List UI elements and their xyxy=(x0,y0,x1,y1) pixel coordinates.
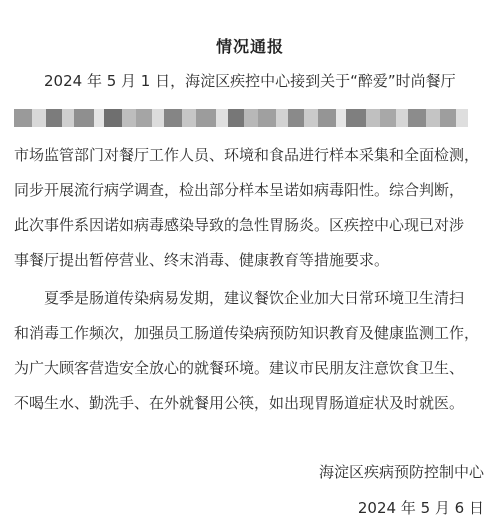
paragraph1-line5: 此次事件系因诺如病毒感染导致的急性胃肠炎。区疾控中心现已对涉 xyxy=(14,216,465,234)
signature-date: 2024 年 5 月 6 日 xyxy=(357,499,484,517)
signature-organization: 海淀区疾病预防控制中心 xyxy=(318,463,484,481)
paragraph2-line4: 不喝生水、勤洗手、在外就餐用公筷，如出现胃肠道症状及时就医。 xyxy=(14,394,465,412)
paragraph2-line2: 和消毒工作频次，加强员工肠道传染病预防知识教育及健康监测工作， xyxy=(14,324,480,342)
paragraph1-line3: 市场监管部门对餐厅工作人员、环境和食品进行样本采集和全面检测， xyxy=(14,146,480,164)
pixelated-redacted-line xyxy=(14,109,500,127)
paragraph2-line3: 为广大顾客营造安全放心的就餐环境。建议市民朋友注意饮食卫生、 xyxy=(14,359,465,377)
paragraph1-line4: 同步开展流行病学调查，检出部分样本呈诺如病毒阳性。综合判断， xyxy=(14,181,465,199)
paragraph1-line1: 2024 年 5 月 1 日，海淀区疾控中心接到关于“醉爱”时尚餐厅 xyxy=(44,72,456,90)
paragraph1-line6: 事餐厅提出暂停营业、终末消毒、健康教育等措施要求。 xyxy=(14,251,390,269)
notice-title: 情况通报 xyxy=(215,37,284,56)
paragraph2-line1: 夏季是肠道传染病易发期，建议餐饮企业加大日常环境卫生清扫 xyxy=(44,289,465,307)
